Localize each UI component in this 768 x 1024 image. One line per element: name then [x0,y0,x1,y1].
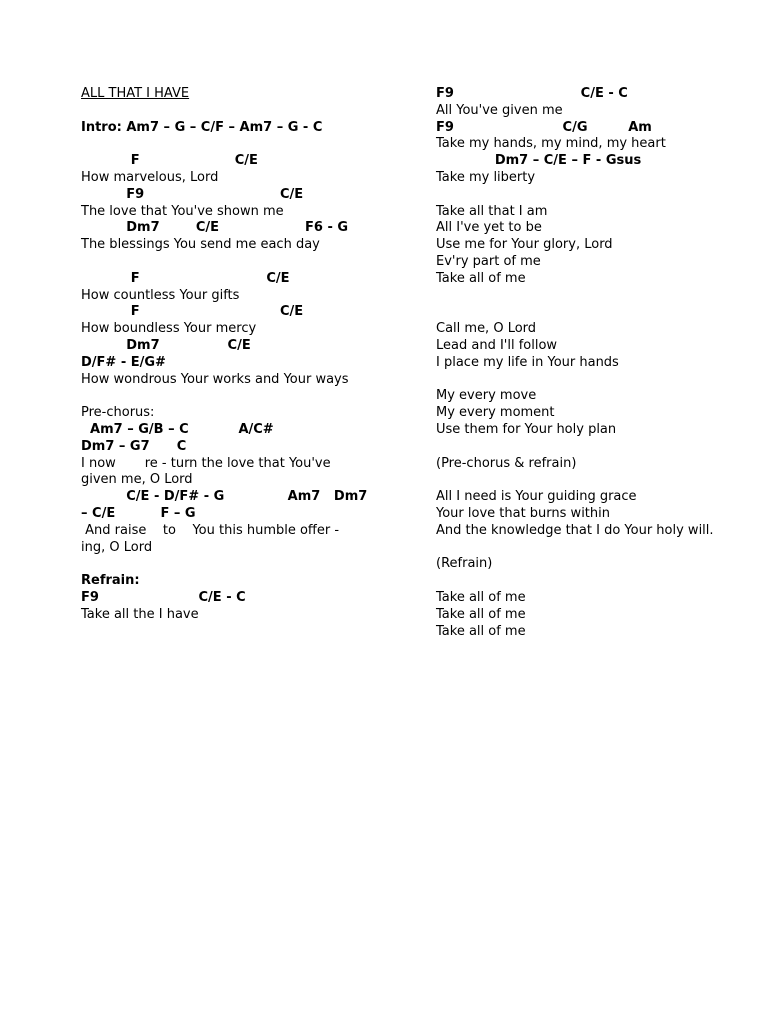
lyric-line: All I need is Your guiding grace [436,489,637,505]
lyric-line: Take my liberty [436,169,536,185]
lyric-line: And raise to You this humble offer - [81,522,340,538]
bridge [436,489,756,539]
lyric-line: Call me, O Lord [436,321,537,337]
right-column [436,86,756,640]
lyric-line: All You've given me [436,102,563,118]
chord-line: Dm7 C/E F6 - G [81,220,349,236]
section-label: Pre-chorus: [81,405,155,421]
verse-1 [81,153,391,254]
chord-line: D/F# - E/G# [81,354,166,370]
refrain [81,573,391,623]
verse-4 [436,388,756,438]
lyric-line: All I've yet to be [436,220,542,236]
chord-line: F9 C/E - C [81,589,246,605]
lyric-line: Take all of me [436,589,526,605]
refrain-note: (Refrain) [436,556,493,572]
chord-line: F C/E [81,153,258,169]
chord-line: Dm7 – C/E – F - Gsus [436,153,642,169]
chord-line: F9 C/E - C [436,86,628,101]
lyric-line: I now re - turn the love that You've [81,455,331,471]
lyric-line: ing, O Lord [81,539,153,555]
chord-line: C/E - D/F# - G Am7 Dm7 [81,489,368,505]
lyric-line: The love that You've shown me [81,203,284,219]
lyric-line: Take all the I have [81,606,199,622]
chord-line: F C/E [81,270,290,286]
lyric-line: My every moment [436,405,555,421]
refrain-part-2 [436,204,756,288]
lyric-line: given me, O Lord [81,472,193,488]
lyric-line: My every move [436,388,537,404]
chord-line: F C/E [81,304,304,320]
left-column [81,86,391,624]
lyric-line: And the knowledge that I do Your holy will. [436,522,714,538]
verse-3 [436,321,756,371]
chord-line: F9 C/G Am [436,119,652,135]
lyric-line: Ev'ry part of me [436,253,541,269]
section-label: Refrain: [81,573,140,589]
lyric-line: How countless Your gifts [81,287,240,303]
lyric-line: Take all of me [436,606,526,622]
lyric-line: How marvelous, Lord [81,169,219,185]
lyric-line: Lead and I'll follow [436,337,558,353]
verse-2 [81,271,391,389]
lyric-line: Use them for Your holy plan [436,421,617,437]
lyric-line: Take all that I am [436,203,548,219]
chord-line: F9 C/E [81,186,304,202]
ending [436,590,756,640]
lyric-line: Take all of me [436,270,526,286]
lyric-line: Use me for Your glory, Lord [436,237,613,253]
lyric-line: How boundless Your mercy [81,321,257,337]
refrain-continued [436,86,756,187]
lyric-line: Take all of me [436,623,526,639]
pre-chorus [81,405,391,556]
pre-chorus-note: (Pre-chorus & refrain) [436,455,577,471]
intro-chords: Intro: Am7 – G – C/F – Am7 – G - C [81,119,323,135]
lyric-line: Take my hands, my mind, my heart [436,136,666,152]
lyric-line: Your love that burns within [436,505,610,521]
chord-line: – C/E F – G [81,505,196,521]
chord-line: Am7 – G/B – C A/C# [81,421,274,437]
chord-line: Dm7 C/E [81,337,251,353]
lyric-line: How wondrous Your works and Your ways [81,371,349,387]
song-title: ALL THAT I HAVE [81,86,190,101]
lyric-line: The blessings You send me each day [81,237,320,253]
chord-line: Dm7 – G7 C [81,438,187,454]
lyric-line: I place my life in Your hands [436,354,619,370]
